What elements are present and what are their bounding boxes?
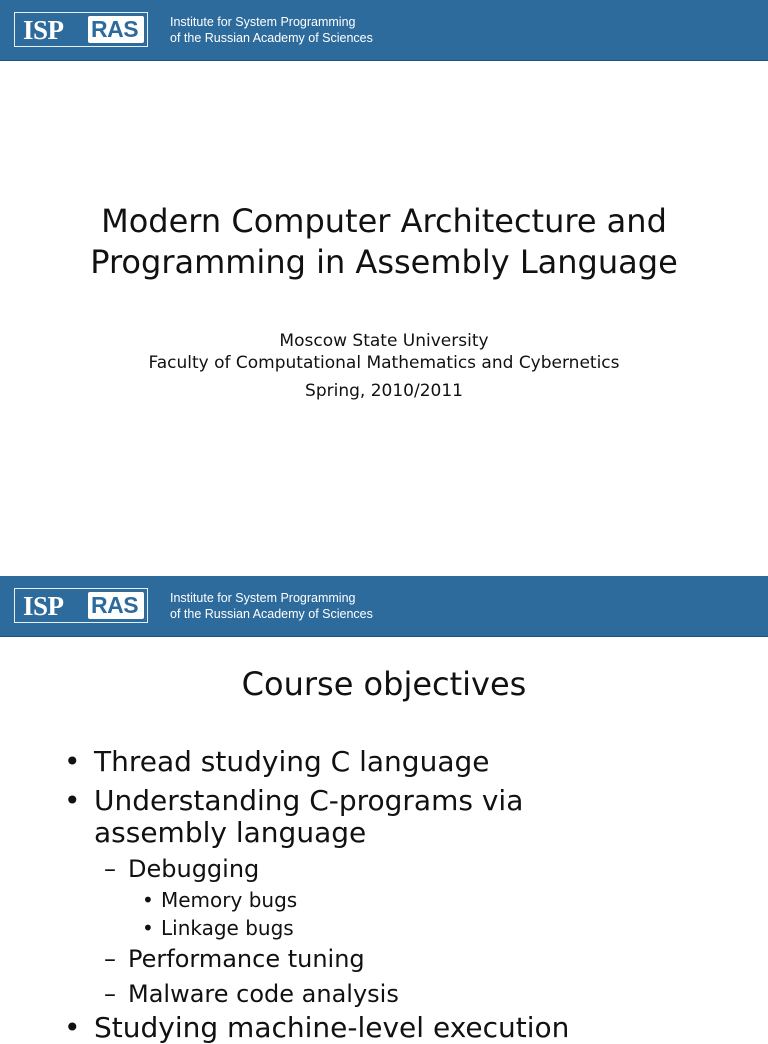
institute-line-1: Institute for System Programming — [170, 15, 356, 29]
institute-line-2: of the Russian Academy of Sciences — [170, 607, 373, 621]
bullet-marker: • — [64, 1011, 81, 1044]
bullet-item: Studying machine-level execution — [94, 1011, 570, 1044]
dash-marker: – — [104, 945, 116, 973]
sub-item: Debugging — [128, 855, 260, 883]
bullet-marker: • — [64, 745, 81, 778]
logo-isp-text: ISP — [23, 591, 64, 621]
logo-ras-text: RAS — [91, 16, 139, 42]
slide-title-line-2: Programming in Assembly Language — [90, 243, 678, 281]
dash-marker: – — [104, 980, 116, 1008]
institute-line-2: of the Russian Academy of Sciences — [170, 31, 373, 45]
subtitle-university: Moscow State University — [279, 331, 489, 351]
sub-item: Malware code analysis — [128, 980, 399, 1008]
bullet-item: Understanding C-programs via — [94, 784, 524, 817]
institute-line-1: Institute for System Programming — [170, 591, 356, 605]
bullet-item: Thread studying C language — [94, 745, 490, 778]
bullet-marker: • — [64, 784, 81, 817]
sub-bullet-marker: • — [142, 916, 154, 940]
bullet-item-continued: assembly language — [94, 816, 367, 849]
institute-name — [170, 14, 373, 46]
sub-bullet-marker: • — [142, 888, 154, 912]
sub-item: Performance tuning — [128, 945, 365, 973]
objectives-title: Course objectives — [241, 665, 527, 703]
objectives-slide — [0, 576, 768, 1044]
subtitle-faculty: Faculty of Computational Mathematics and Cybernetics — [148, 353, 620, 373]
subtitle-term: Spring, 2010/2011 — [305, 381, 463, 401]
logo-ras-box — [88, 16, 144, 43]
institute-name — [170, 590, 373, 622]
dash-marker: – — [104, 855, 116, 883]
slide-title — [0, 201, 768, 283]
isp-ras-logo — [14, 588, 148, 623]
logo-ras-text: RAS — [91, 592, 139, 618]
sub-sub-item: Linkage bugs — [161, 916, 294, 940]
header-banner — [0, 0, 768, 61]
slide-title-line-1: Modern Computer Architecture and — [101, 202, 667, 240]
logo-isp-text: ISP — [23, 15, 64, 45]
sub-sub-item: Memory bugs — [161, 888, 298, 912]
header-banner — [0, 576, 768, 637]
logo-ras-box — [88, 592, 144, 619]
isp-ras-logo — [14, 12, 148, 47]
